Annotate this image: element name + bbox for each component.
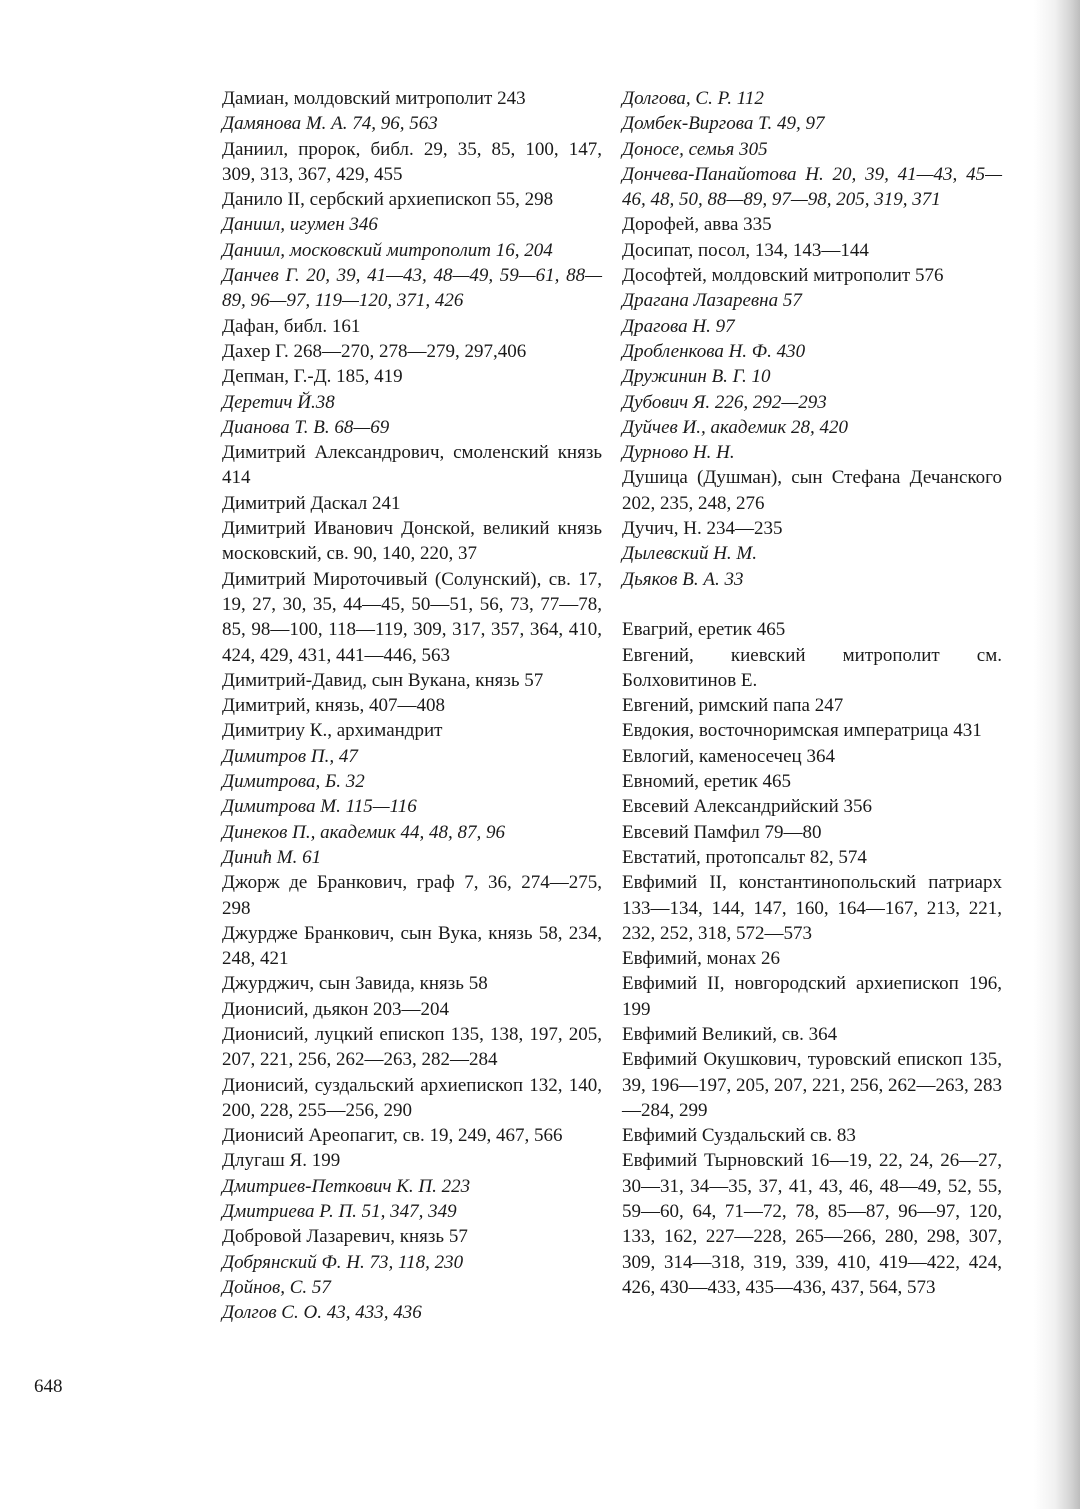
index-entry: Драгова Н. 97 bbox=[622, 315, 735, 337]
index-entry: Дончева-Панайотова Н. 20, 39, 41—43, 45—46, 48, 50, 88—89, 97—98, 205, 319, 371 bbox=[622, 163, 1002, 211]
index-entry: Димитриу К., архимандрит bbox=[222, 720, 443, 742]
index-entry: Данчев Г. 20, 39, 41—43, 48—49, 59—61, 88—89, 96—97, 119—120, 371, 426 bbox=[222, 265, 602, 312]
index-entry: Домбек-Виргова Т. 49, 97 bbox=[622, 113, 825, 135]
index-entry: Евлогий, каменосечец 364 bbox=[622, 745, 835, 767]
index-entry: Дмитриева Р. П. 51, 347, 349 bbox=[222, 1201, 457, 1223]
index-column-right bbox=[622, 86, 1002, 1300]
index-entry: Димитров П., 47 bbox=[222, 745, 358, 767]
index-entry: Евгений, римский папа 247 bbox=[622, 695, 844, 717]
index-entry: Депман, Г.-Д. 185, 419 bbox=[222, 366, 403, 388]
index-entry: Евномий, еретик 465 bbox=[622, 771, 792, 793]
index-entry: Евсевий Памфил 79—80 bbox=[622, 821, 822, 843]
index-entry: Дробленкова Н. Ф. 430 bbox=[622, 340, 806, 362]
index-entry: Димитрий Даскал 241 bbox=[222, 492, 401, 514]
page-number: 648 bbox=[34, 1376, 63, 1397]
index-entry: Дионисий, дьякон 203—204 bbox=[222, 998, 449, 1020]
index-entry: Дамянова М. А. 74, 96, 563 bbox=[222, 113, 438, 135]
page-edge-shadow bbox=[1034, 0, 1080, 1509]
index-entry: Дафан, библ. 161 bbox=[222, 315, 361, 337]
index-entry: Дуйчев И., академик 28, 420 bbox=[622, 416, 848, 438]
index-entry: Евфимий II, константинопольский патриарх 133—134, 144, 147, 160, 164—167, 213, 221, 232, 252, 318, 572—573 bbox=[622, 872, 1002, 944]
index-entry: Евгений, киевский митрополит см. Болховитинов Е. bbox=[622, 644, 1002, 691]
index-entry: Евстатий, протопсальт 82, 574 bbox=[622, 846, 867, 868]
index-entry: Динеков П., академик 44, 48, 87, 96 bbox=[222, 821, 506, 843]
index-entry: Евфимий, монах 26 bbox=[622, 948, 781, 970]
index-entry: Дионисий Ареопагит, св. 19, 249, 467, 566 bbox=[222, 1125, 563, 1147]
index-entry: Динић М. 61 bbox=[222, 846, 322, 868]
index-entry: Евфимий Суздальский св. 83 bbox=[622, 1125, 856, 1147]
index-entry: Дионисий, суздальский архиепископ 132, 140, 200, 228, 255—256, 290 bbox=[222, 1074, 602, 1121]
index-entry: Димитрий Александрович, смоленский князь 414 bbox=[222, 442, 602, 489]
index-entry: Джурдже Бранкович, сын Вука, князь 58, 234, 248, 421 bbox=[222, 922, 602, 970]
index-column-left bbox=[222, 86, 602, 1326]
index-entry: Евфимий Великий, св. 364 bbox=[622, 1023, 838, 1045]
index-entry: Дахер Г. 268—270, 278—279, 297,406 bbox=[222, 340, 527, 362]
index-entry: Евфимий Тырновский 16—19, 22, 24, 26—27, 30—31, 34—35, 37, 41, 43, 46, 48—49, 52, 55, 59—60, 64, 71—72, 78, 85—87, 96—97, 120, 133, 162, 227—228, 265—266, 280, 298, 307, 309, 314—318, 319, 339, 410, 419—422, 424, 426, 430—433, 435—436, 437, 564, 573 bbox=[622, 1150, 1002, 1298]
index-entry: Добровой Лазаревич, князь 57 bbox=[222, 1226, 468, 1248]
index-entry: Долгов С. О. 43, 433, 436 bbox=[222, 1302, 422, 1324]
index-entry: Дьяков В. А. 33 bbox=[622, 568, 744, 590]
index-entry: Душица (Душман), сын Стефана Дечанского 202, 235, 248, 276 bbox=[622, 467, 1002, 514]
index-entry: Даниил, пророк, библ. 29, 35, 85, 100, 147, 309, 313, 367, 429, 455 bbox=[222, 138, 602, 185]
index-entry: Димитрова М. 115—116 bbox=[222, 796, 417, 818]
index-entry: Дорофей, авва 335 bbox=[622, 214, 772, 236]
index-entry: Димитрий Иванович Донской, великий князь московский, св. 90, 140, 220, 37 bbox=[222, 518, 602, 565]
index-entry: Джурджич, сын Завида, князь 58 bbox=[222, 973, 488, 995]
index-entry: Добрянский Ф. Н. 73, 118, 230 bbox=[222, 1251, 464, 1273]
index-entry: Досипат, посол, 134, 143—144 bbox=[622, 239, 869, 261]
index-entry: Дмитриев-Петкович К. П. 223 bbox=[222, 1175, 471, 1197]
index-entry: Евдокия, восточноримская императрица 431 bbox=[622, 720, 982, 742]
index-entry: Димитрий, князь, 407—408 bbox=[222, 695, 445, 717]
index-entry: Дософтей, молдовский митрополит 576 bbox=[622, 265, 944, 287]
index-entry: Джорж де Бранкович, граф 7, 36, 274—275, 298 bbox=[222, 872, 602, 919]
index-entry: Евфимий Окушкович, туровский епископ 135, 39, 196—197, 205, 207, 221, 256, 262—263, 283—284, 299 bbox=[622, 1049, 1002, 1121]
index-entry: Димитрова, Б. 32 bbox=[222, 771, 365, 793]
index-entry: Даниил, московский митрополит 16, 204 bbox=[222, 239, 553, 261]
index-entry: Димитрий-Давид, сын Вукана, князь 57 bbox=[222, 669, 544, 691]
index-entry: Дучич, Н. 234—235 bbox=[622, 518, 783, 540]
index-entry: Долгова, С. Р. 112 bbox=[622, 88, 764, 109]
index-entry: Дианова Т. В. 68—69 bbox=[222, 416, 390, 438]
index-entry: Евагрий, еретик 465 bbox=[622, 619, 786, 641]
index-entry: Даниил, игумен 346 bbox=[222, 214, 378, 236]
index-entry: Доносе, семья 305 bbox=[622, 138, 768, 160]
index-entry: Дионисий, луцкий епископ 135, 138, 197, 205, 207, 221, 256, 262—263, 282—284 bbox=[222, 1023, 602, 1071]
index-entry: Длугаш Я. 199 bbox=[222, 1150, 341, 1172]
index-entry: Димитрий Мироточивый (Солунский), св. 17, 19, 27, 30, 35, 44—45, 50—51, 56, 73, 77—78, 85, 98—100, 118—119, 309, 317, 357, 364, 410, 424, 429, 431, 441—446, 563 bbox=[222, 568, 602, 666]
index-entry: Евфимий II, новгородский архиепископ 196, 199 bbox=[622, 973, 1002, 1020]
index-entry: Евсевий Александрийский 356 bbox=[622, 796, 873, 818]
index-entry: Дружинин В. Г. 10 bbox=[622, 366, 771, 388]
index-entry: Дылевский Н. М. bbox=[622, 543, 758, 565]
index-entry: Данило II, сербский архиепископ 55, 298 bbox=[222, 189, 554, 211]
index-entry: Дубович Я. 226, 292—293 bbox=[622, 391, 827, 413]
index-entry: Дурново Н. Н. bbox=[622, 442, 735, 464]
index-entry: Деретич Й.38 bbox=[222, 391, 335, 413]
index-entry: Дойнов, С. 57 bbox=[222, 1276, 331, 1298]
index-entry: Дамиан, молдовский митрополит 243 bbox=[222, 88, 526, 109]
index-entry: Драгана Лазаревна 57 bbox=[622, 290, 802, 312]
